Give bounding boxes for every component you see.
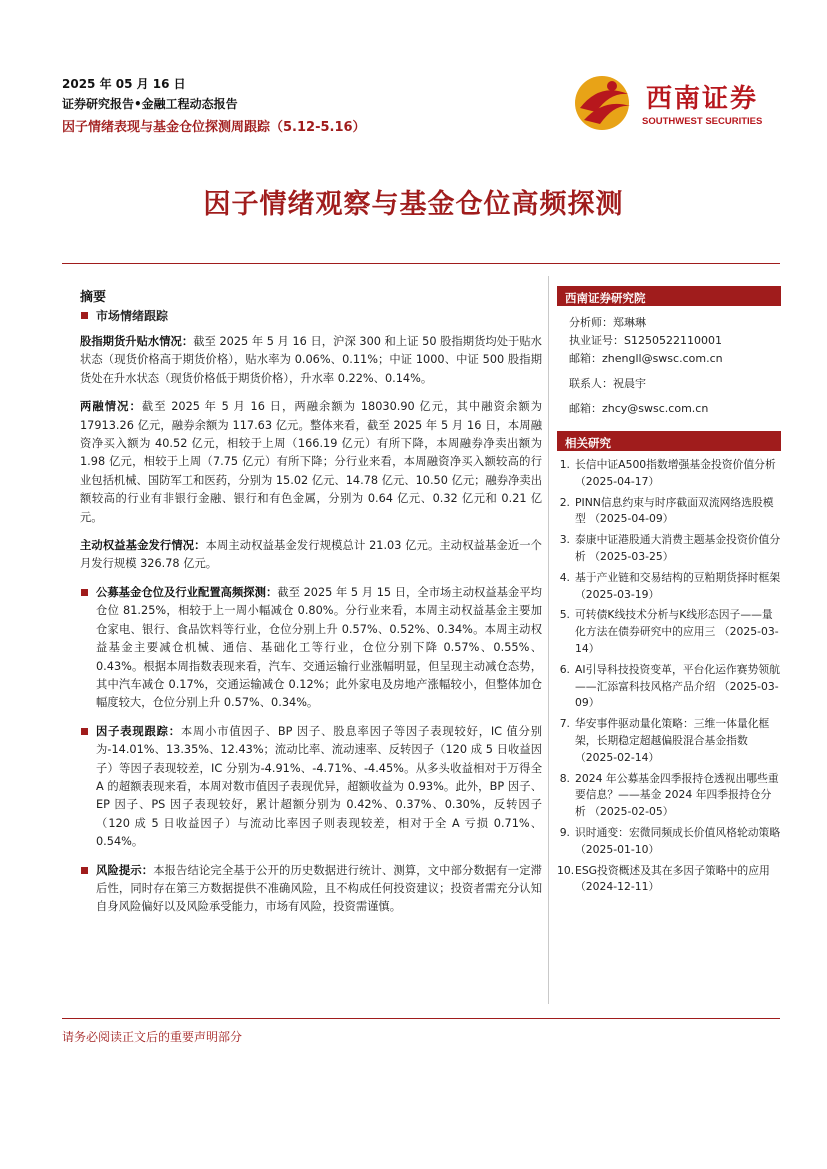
paragraph-text: 本周主动权益基金发行规模总计 21.03 亿元。主动权益基金近一个月发行规模 326.78 亿元。 [80,539,542,571]
bullet-market-sentiment: 市场情绪跟踪 [80,307,542,324]
item-number: 6. [559,662,570,676]
item-text: 华安事件驱动量化策略：三维一体量化框架，长期稳定超越偏股混合基金指数 （2025-02-14） [575,717,770,764]
item-number: 1. [559,458,570,471]
list-item[interactable] [557,771,781,821]
paragraph-text: 截至 2025 年 5 月 15 日，全市场主动权益基金平均仓位 81.25%，相较于上一周小幅减仓 0.80%。分行业来看，本周主动权益基金主要加仓家电、银行、食品饮料等行业，仓位分别上升 0.57%、0.52%、0.34%。本周主动权益基金主要减仓机械、通信、基础化工等行业，仓位分别下降 0.57%、0.55%、0.43%。根据本周指数表现来看，汽车、交通运输行业涨幅明显，但呈现主动减仓态势，其中汽车减仓 0.17%，交通运输减仓 0.12%；此外家电及房地产涨幅较小，但整体加仓幅度较大，仓位分别上升 0.57%、0.34%。 [96,585,542,710]
list-item[interactable] [557,495,781,529]
analyst-contact [557,314,781,418]
related-research-list [557,457,781,896]
logo-emblem-icon [570,72,638,132]
item-number: 10. [557,863,575,877]
paragraph-futures-basis [80,333,542,388]
bullet-fund-position [80,584,542,713]
item-text: 泰康中证港股通大消费主题基金投资价值分析 （2025-03-25） [575,533,781,563]
paragraph-lead: 风险提示： [96,863,154,877]
paragraph-lead: 公募基金仓位及行业配置高频探测： [96,585,278,599]
footer-divider [62,1018,780,1019]
report-type: 证券研究报告•金融工程动态报告 [62,97,238,111]
item-number: 8. [559,771,570,785]
item-text: PINN信息约束与时序截面双流网络选股模型 （2025-04-09） [575,495,774,526]
abstract-heading: 摘要 [80,290,107,305]
analyst-email[interactable]: 邮箱：zhengll@swsc.com.cn [569,352,723,365]
item-text: AI引导科技投资变革，平台化运作赛势领航——汇添富科技风格产品介绍 （2025-03-09） [575,662,780,710]
paragraph-text: 本周小市值因子、BP 因子、股息率因子等因子表现较好，IC 值分别为-14.01%、13.35%、12.43%；流动比率、流动速率、反转因子（120 成 5 日收益因子）等因子表现较差，IC 分别为-4.91%、-4.71%、-4.45%。从多头收益相对于万得全 A 的超额表现来看，本周对数市值因子表现优异，超额收益为 0.93%。此外，BP 因子、EP 因子、PS 因子表现较好，累计超额分别为 0.42%、0.37%、0.30%，反转因子（120 成 5 日收益因子）与流动比率因子则表现较差，相对于全 A 亏损 0.71%、0.54%。 [96,724,542,849]
item-text: 长信中证A500指数增强基金投资价值分析 （2025-04-17） [575,458,776,488]
item-number: 7. [559,717,570,731]
item-number: 9. [559,825,570,839]
related-research-panel [557,431,781,900]
paragraph-lead: 主动权益基金发行情况： [80,539,206,553]
company-logo [570,72,780,132]
item-text: 识时通变：宏微同频成长价值风格轮动策略 （2025-01-10） [575,825,781,856]
institute-panel [557,286,781,418]
analyst-license: 执业证号：S1250522110001 [569,334,722,347]
list-item[interactable] [557,570,781,604]
paragraph-text: 截至 2025 年 5 月 16 日，沪深 300 和上证 50 股指期货均处于贴水状态（现货价格高于期货价格），贴水率为 0.06%、0.11%；中证 1000、中证 500 股指期货处在升水状态（现货价格低于期货价格），升水率 0.22%、0.14%。 [80,335,542,385]
column-divider [548,276,549,1004]
logo-english-name: SOUTHWEST SECURITIES [642,116,763,127]
logo-chinese-name: 西南证券 [646,84,759,114]
item-number: 2. [559,495,570,509]
item-number: 5. [559,608,570,622]
list-item[interactable] [557,607,781,657]
institute-title: 西南证券研究院 [557,286,781,306]
paragraph-margin-trading [80,398,542,527]
paragraph-text: 本报告结论完全基于公开的历史数据进行统计、测算，文中部分数据有一定滞后性，同时存在第三方数据提供不准确风险，且不构成任何投资建议；投资者需充分认知自身风险偏好以及风险承受能力，市场有风险，投资需谨慎。 [96,863,542,914]
paragraph-lead: 股指期货升贴水情况： [80,335,194,348]
contact-person: 联系人：祝晨宇 [569,377,646,390]
item-text: ESG投资概述及其在多因子策略中的应用 （2024-12-11） [575,863,770,894]
item-text: 可转债K线技术分析与K线形态因子——量化方法在债券研究中的应用三 （2025-03-14） [575,608,779,655]
contact-email[interactable]: 邮箱：zhcy@swsc.com.cn [569,402,709,415]
abstract-body [80,303,542,917]
list-item[interactable] [557,457,781,491]
paragraph-lead: 因子表现跟踪： [96,724,181,738]
header-divider [62,263,780,264]
list-item[interactable] [557,716,781,766]
list-item[interactable] [557,825,781,859]
paragraph-fund-issuance [80,537,542,574]
bullet-risk-warning [80,862,542,917]
list-item[interactable] [557,532,781,566]
report-date: 2025 年 05 月 16 日 [62,77,186,91]
report-subtitle: 因子情绪表现与基金仓位探测周跟踪（5.12-5.16） [62,120,366,135]
paragraph-lead: 两融情况： [80,400,142,414]
bullet-factor-performance [80,723,542,852]
item-number: 4. [559,570,570,584]
item-text: 基于产业链和交易结构的豆粕期货择时框架 （2025-03-19） [575,570,781,601]
paragraph-text: 截至 2025 年 5 月 16 日，两融余额为 18030.90 亿元，其中融资余额为 17913.26 亿元，融券余额为 117.63 亿元。整体来看，截至 2025 年 5 月 16 日，本周融资净买入额为 40.52 亿元，相较于上周（166.19 亿元）有所下降，本周融券净卖出额为 1.98 亿元，相较于上周（7.75 亿元）有所下降；分行业来看，本周融资净买入额较高的行业包括机械、国防军工和医药，分别为 15.02 亿元、14.78 亿元、10.50 亿元；融券净卖出额较高的行业有非银行金融、银行和有色金属，分别为 0.64 亿元、0.32 亿元和 0.21 亿元。 [80,400,542,524]
list-item[interactable] [557,662,781,712]
list-item[interactable] [557,863,781,897]
item-number: 3. [559,533,570,547]
related-research-title: 相关研究 [557,431,781,451]
footer-disclaimer: 请务必阅读正文后的重要声明部分 [62,1030,243,1044]
analyst-name: 分析师：郑琳琳 [569,316,646,329]
item-text: 2024 年公募基金四季报持仓透视出哪些重要信息？——基金 2024 年四季报持仓分析 （2025-02-05） [575,771,779,819]
page-title: 因子情绪观察与基金仓位高频探测 [203,189,624,220]
